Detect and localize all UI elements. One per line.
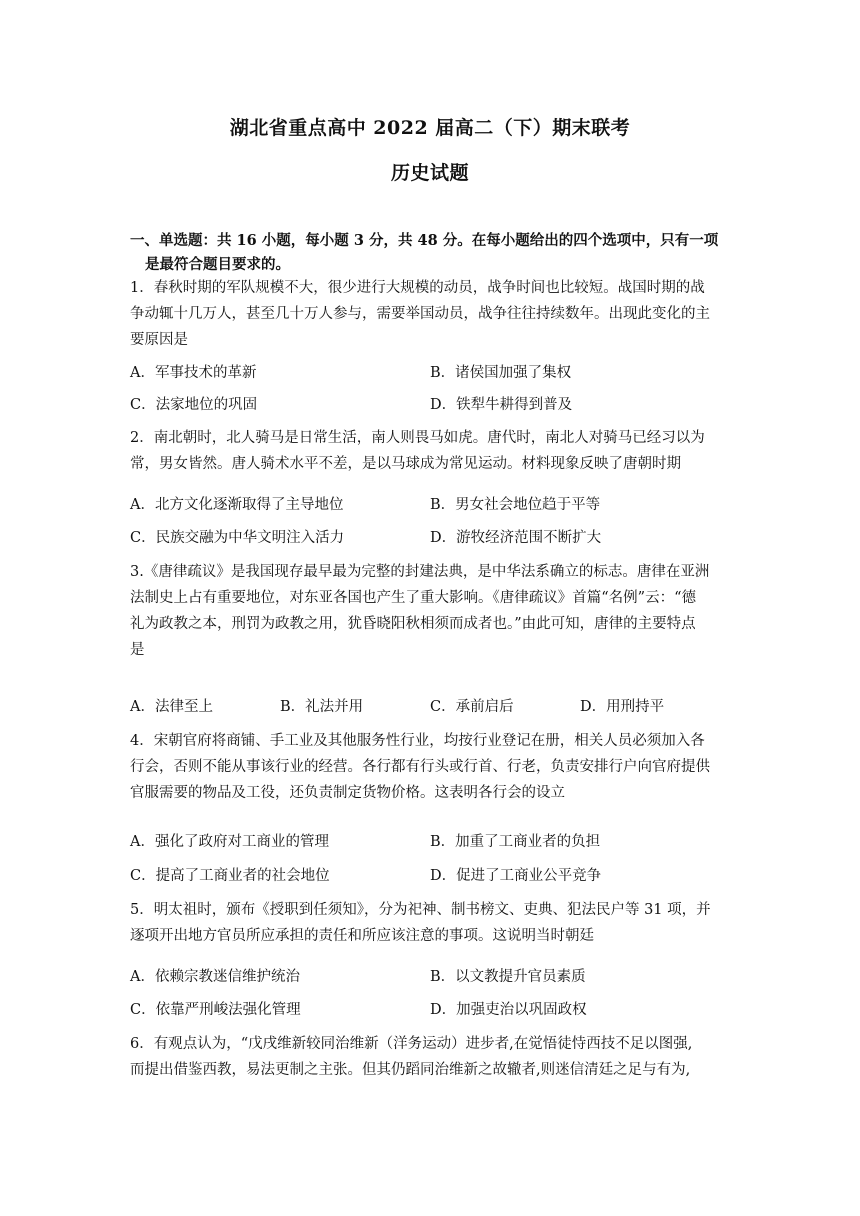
- question-1-option-a: A．军事技术的革新: [130, 365, 257, 381]
- question-line: 5．明太祖时，颁布《授职到任须知》，分为祀神、制书榜文、吏典、犯法民户等 31 项，并: [130, 902, 711, 918]
- question-2-option-a: A．北方文化逐渐取得了主导地位: [130, 497, 344, 513]
- question-6-stem: [130, 1031, 760, 1083]
- question-2-option-d: D．游牧经济范围不断扩大: [430, 530, 602, 546]
- section-heading-line2: 是最符合题目要求的。: [145, 256, 290, 273]
- question-line: 1．春秋时期的军队规模不大，很少进行大规模的动员，战争时间也比较短。战国时期的战: [130, 280, 705, 296]
- question-3-option-c: C．承前启后: [430, 699, 514, 715]
- question-line: 2．南北朝时，北人骑马是日常生活，南人则畏马如虎。唐代时，南北人对骑马已经习以为: [130, 430, 705, 446]
- page-subtitle: 历史试题: [390, 162, 469, 184]
- question-5-stem: [130, 897, 760, 949]
- question-2-option-b: B．男女社会地位趋于平等: [430, 497, 601, 513]
- question-line: 是: [130, 642, 145, 658]
- question-3-option-b: B．礼法并用: [280, 699, 364, 715]
- question-4-stem: [130, 728, 760, 806]
- question-5-option-c: C．依靠严刑峻法强化管理: [130, 1002, 301, 1018]
- question-line: 3.《唐律疏议》是我国现存最早最为完整的封建法典，是中华法系确立的标志。唐律在亚洲: [130, 564, 710, 580]
- section-heading: [130, 229, 770, 277]
- question-4-option-d: D．促进了工商业公平竞争: [430, 868, 602, 884]
- question-3-option-a: A．法律至上: [130, 699, 213, 715]
- question-line: 行会，否则不能从事该行业的经营。各行都有行头或行首、行老，负责安排行户向官府提供: [130, 759, 710, 775]
- question-line: 常，男女皆然。唐人骑术水平不差，是以马球成为常见运动。材料现象反映了唐朝时期: [130, 456, 681, 472]
- question-3-stem: [130, 559, 760, 663]
- question-line: 官服需要的物品及工役，还负责制定货物价格。这表明各行会的设立: [130, 785, 565, 801]
- question-2-stem: [130, 425, 760, 477]
- question-line: 而提出借鉴西教，易法更制之主张。但其仍蹈同治维新之故辙者,则迷信清廷之足与有为,: [130, 1062, 691, 1078]
- question-line: 争动辄十几万人，甚至几十万人参与，需要举国动员，战争往往持续数年。出现此变化的主: [130, 306, 710, 322]
- question-2-option-c: C．民族交融为中华文明注入活力: [130, 530, 345, 546]
- question-1-option-c: C．法家地位的巩固: [130, 397, 258, 413]
- question-line: 要原因是: [130, 332, 188, 348]
- question-5-option-b: B．以文教提升官员素质: [430, 969, 586, 985]
- question-line: 法制史上占有重要地位，对东亚各国也产生了重大影响。《唐律疏议》首篇“名例”云：“德: [130, 590, 696, 606]
- question-line: 4．宋朝官府将商铺、手工业及其他服务性行业，均按行业登记在册，相关人员必须加入各: [130, 733, 705, 749]
- question-1-option-d: D．铁犁牛耕得到普及: [430, 397, 573, 413]
- question-line: 逐项开出地方官员所应承担的责任和所应该注意的事项。这说明当时朝廷: [130, 928, 594, 944]
- question-3-option-d: D．用刑持平: [580, 699, 665, 715]
- question-4-option-b: B．加重了工商业者的负担: [430, 834, 601, 850]
- question-line: 礼为政教之本，刑罚为政教之用，犹昏晓阳秋相须而成者也。”由此可知，唐律的主要特点: [130, 616, 696, 632]
- question-1-stem: [130, 275, 760, 353]
- question-5-option-d: D．加强吏治以巩固政权: [430, 1002, 587, 1018]
- question-line: 6．有观点认为，“戊戌维新较同治维新（洋务运动）进步者,在觉悟徒恃西技不足以图强,: [130, 1036, 693, 1052]
- question-4-option-a: A．强化了政府对工商业的管理: [130, 834, 329, 850]
- question-5-option-a: A．依赖宗教迷信维护统治: [130, 969, 300, 985]
- page-title: 湖北省重点高中 2022 届高二（下）期末联考: [229, 117, 631, 139]
- question-1-option-b: B．诸侯国加强了集权: [430, 365, 572, 381]
- section-heading-line1: 一、单选题：共 16 小题，每小题 3 分，共 48 分。在每小题给出的四个选项中，只有一项: [130, 232, 719, 249]
- question-4-option-c: C．提高了工商业者的社会地位: [130, 868, 330, 884]
